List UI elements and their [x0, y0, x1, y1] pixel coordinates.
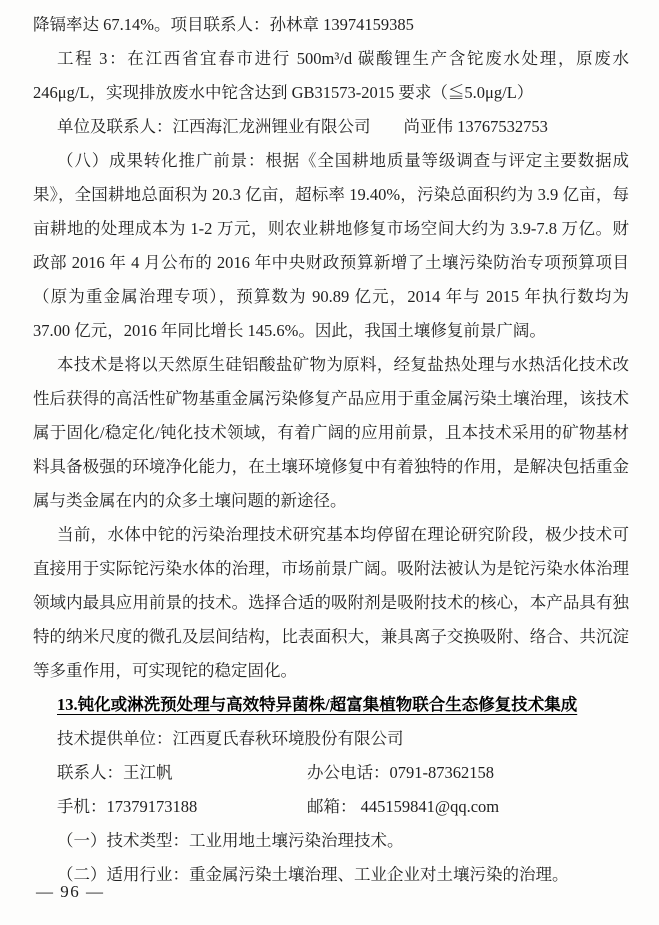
- paragraph-mineral-technique: 本技术是将以天然原生硅铝酸盐矿物为原料，经复盐热处理与水热活化技术改性后获得的高活性矿物基重金属污染修复产品应用于重金属污染土壤治理，该技术属于固化/稳定化/钝化技术领域，有着广阔的应用前景，且本技术采用的矿物基材料具备极强的环境净化能力，在土壤环境修复中有着独特的作用，是解决包括重金属与类金属在内的众多土壤问题的新途径。: [33, 355, 629, 510]
- contact-person: 联系人：王江帆: [57, 763, 173, 782]
- section-13-heading-text: 13.钝化或淋洗预处理与高效特异菌株/超富集植物联合生态修复技术集成: [57, 695, 578, 714]
- paragraph-unit-contact: 单位及联系人：江西海汇龙洲锂业有限公司 尚亚伟 13767532753: [57, 117, 548, 136]
- paragraph-promotion-prospect: （八）成果转化推广前景：根据《全国耕地质量等级调查与评定主要数据成果》，全国耕地总面积为 20.3 亿亩，超标率 19.40%，污染总面积约为 3.9 亿亩，每亩耕地的处理成本为 1-2 万元，则农业耕地修复市场空间大约为 3.9-7.8 万亿。财政部 2016 年 4 月公布的 2016 年中央财政预算新增了土壤污染防治专项预算项目（原为重金属治理专项），预算数为 90.89 亿元，2014 年与 2015 年执行数均为 37.00 亿元，2016 年同比增长 145.6%。因此，我国土壤修复前景广阔。: [33, 151, 629, 340]
- section-13-heading: [33, 688, 629, 722]
- tech-type-line: （一）技术类型：工业用地土壤污染治理技术。: [57, 831, 404, 850]
- email-address: 邮箱： 445159841@qq.com: [307, 797, 500, 816]
- paragraph-thallium-treatment: 当前，水体中铊的污染治理技术研究基本均停留在理论研究阶段，极少技术可直接用于实际铊污染水体的治理，市场前景广阔。吸附法被认为是铊污染水体治理领域内最具应用前景的技术。选择合适的吸附剂是吸附技术的核心，本产品具有独特的纳米尺度的微孔及层间结构，比表面积大，兼具离子交换吸附、络合、共沉淀等多重作用，可实现铊的稳定固化。: [33, 525, 629, 680]
- office-phone: 办公电话：0791-87362158: [307, 763, 494, 782]
- page-number: — 96 —: [36, 882, 105, 901]
- provider-line: 技术提供单位：江西夏氏春秋环境股份有限公司: [57, 729, 404, 748]
- paragraph-cadmium-result: 降镉率达 67.14%。项目联系人：孙林章 13974159385: [33, 15, 414, 34]
- contact-row-1: [33, 756, 629, 790]
- industry-line: （二）适用行业：重金属污染土壤治理、工业企业对土壤污染的治理。: [57, 865, 569, 884]
- paragraph-project3: 工程 3：在江西省宜春市进行 500m³/d 碳酸锂生产含铊废水处理，原废水 246μg/L，实现排放废水中铊含达到 GB31573-2015 要求（≦5.0μg/L）: [33, 49, 629, 102]
- contact-row-2: [33, 790, 629, 824]
- mobile-phone: 手机：17379173188: [57, 797, 198, 816]
